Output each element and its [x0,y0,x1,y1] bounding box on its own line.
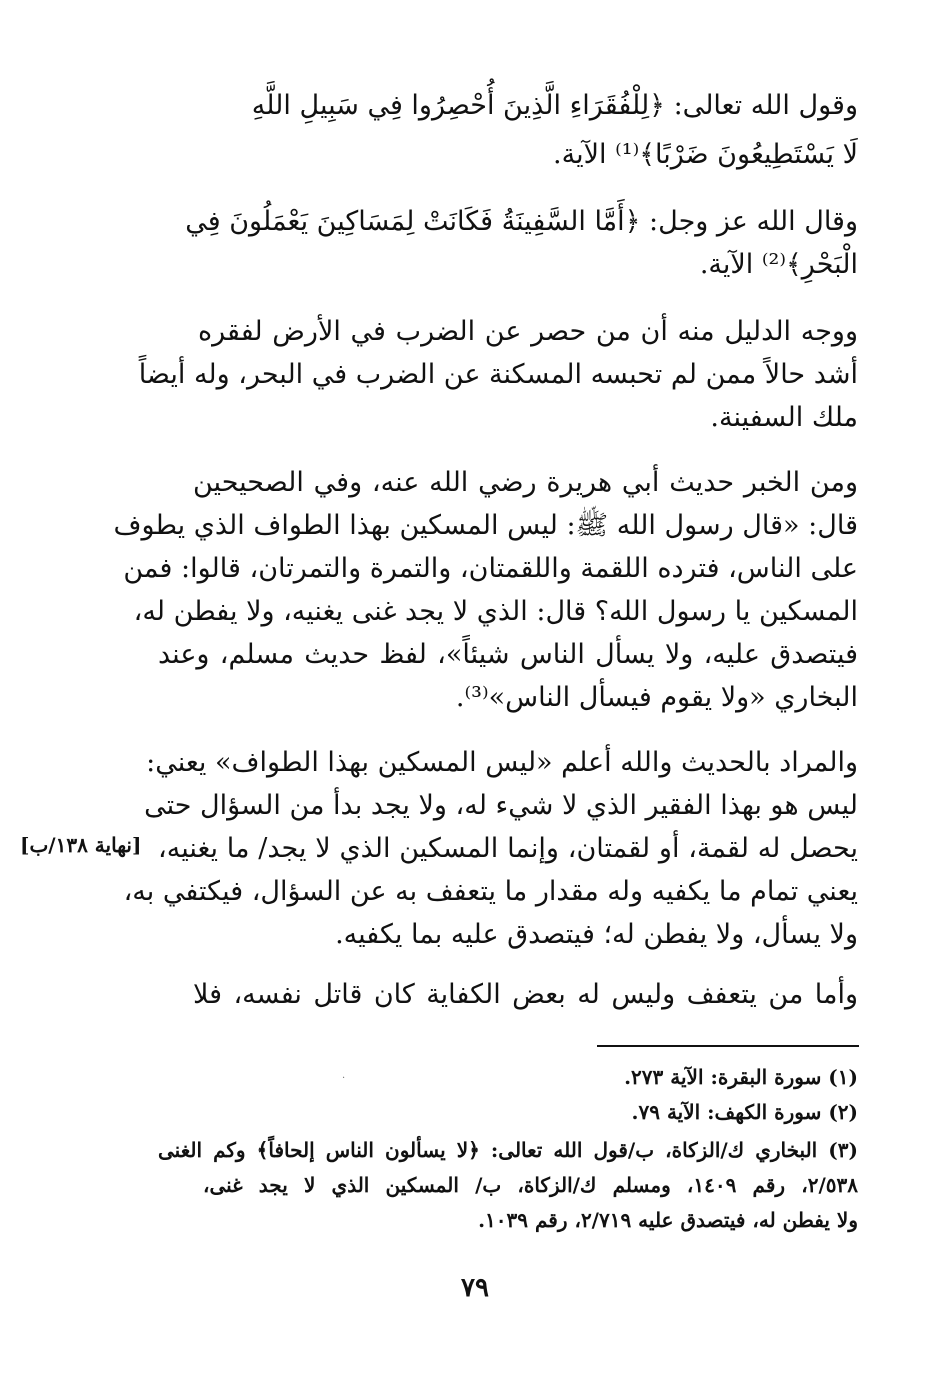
body-line-12: فيتصدق عليه، ولا يسأل الناس شيئاً»، لفظ حديث مسلم، وعند [158,639,858,670]
body-line-5: ووجه الدليل منه أن من حصر عن الضرب في الأرض لفقره [198,316,858,347]
margin-note: [نهاية ١٣٨/ب] [20,833,142,857]
body-line-6: أشد حالاً ممن لم تحبسه المسكنة عن الضرب في البحر، وله أيضاً [138,359,858,390]
footnote-2: (٢) سورة الكهف: الآية ٧٩. [631,1100,858,1124]
footnote-3: (٣) البخاري ك/الزكاة، ب/قول الله تعالى: ﴿لا يسألون الناس إلحافاً﴾ وكم الغنى [158,1138,858,1162]
scan-speck: · [342,1073,346,1084]
body-line-3: وقال الله عز وجل: ﴿أَمَّا السَّفِينَةُ فَكَانَتْ لِمَسَاكِينَ يَعْمَلُونَ فِي [185,206,858,237]
page-number: ٧٩ [461,1273,489,1303]
body-line-13: البخاري «ولا يقوم فيسأل الناس»⁽³⁾. [455,682,858,713]
footnote-separator [597,1045,859,1047]
body-line-17: يعني تمام ما يكفيه وله مقدار ما يتعفف به عن السؤال، فيكتفي به، [123,876,858,907]
body-line-8: ومن الخبر حديث أبي هريرة رضي الله عنه، وفي الصحيحين [193,467,858,498]
body-line-11: المسكين يا رسول الله؟ قال: الذي لا يجد غنى يغنيه، ولا يفطن له، [133,596,858,627]
body-line-9: قال: «قال رسول الله ﷺ: ليس المسكين بهذا الطواف الذي يطوف [113,510,858,541]
body-line-19: وأما من يتعفف وليس له بعض الكفاية كان قاتل نفسه، فلا [193,979,858,1010]
body-line-10: على الناس، فترده اللقمة واللقمتان، والتمرة والتمرتان، قالوا: فمن [123,553,858,584]
body-line-16: يحصل له لقمة، أو لقمتان، وإنما المسكين الذي لا يجد/ ما يغنيه، [158,833,858,864]
body-line-14: والمراد بالحديث والله أعلم «ليس المسكين بهذا الطواف» يعني: [146,747,858,778]
body-line-18: ولا يسأل، ولا يفطن له؛ فيتصدق عليه بما يكفيه. [335,919,858,950]
footnote-3-cont-1: ٢/٥٣٨، رقم ١٤٠٩، ومسلم ك/الزكاة، ب/ المسكين الذي لا يجد غنى، [203,1173,858,1197]
footnote-3-cont-2: ولا يفطن له، فيتصدق عليه ٢/٧١٩، رقم ١٠٣٩. [478,1208,858,1232]
body-line-2: لَا يَسْتَطِيعُونَ ضَرْبًا﴾⁽¹⁾ الآية. [553,139,858,170]
body-line-1: وقول الله تعالى: ﴿لِلْفُقَرَاءِ الَّذِينَ أُحْصِرُوا فِي سَبِيلِ اللَّهِ [251,90,858,121]
body-line-15: ليس هو بهذا الفقير الذي لا شيء له، ولا يجد بدأ من السؤال حتى [144,790,858,821]
body-line-4: الْبَحْرِ﴾⁽²⁾ الآية. [699,249,858,280]
footnote-1: (١) سورة البقرة: الآية ٢٧٣. [624,1065,858,1089]
body-line-7: ملك السفينة. [710,402,858,433]
